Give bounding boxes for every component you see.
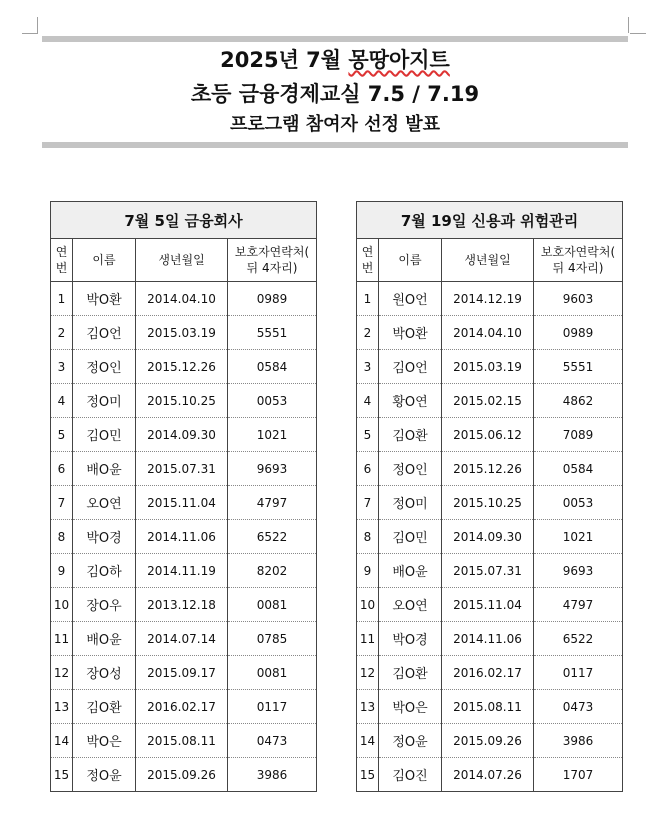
guardian-contact: 0989 (228, 282, 317, 316)
guardian-contact: 0117 (228, 690, 317, 724)
participant-name: 박O환 (379, 316, 442, 350)
row-number: 8 (357, 520, 379, 554)
row-number: 7 (51, 486, 73, 520)
table-row (51, 350, 317, 384)
row-number: 11 (51, 622, 73, 656)
participant-name: 정O윤 (73, 758, 136, 792)
crop-mark-right-vertical (628, 17, 629, 33)
table-row (357, 690, 623, 724)
participant-name: 정O미 (379, 486, 442, 520)
table-row (357, 656, 623, 690)
participant-name: 김O진 (379, 758, 442, 792)
row-number: 2 (357, 316, 379, 350)
birth-date: 2015.11.04 (442, 588, 534, 622)
participant-name: 정O인 (73, 350, 136, 384)
row-number: 8 (51, 520, 73, 554)
row-number: 9 (357, 554, 379, 588)
column-header-no: 연 번 (51, 239, 73, 282)
birth-date: 2015.08.11 (136, 724, 228, 758)
table-row (357, 418, 623, 452)
column-header-contact: 보호자연락처( 뒤 4자리) (534, 239, 623, 282)
guardian-contact: 9603 (534, 282, 623, 316)
row-number: 5 (51, 418, 73, 452)
participant-name: 박O은 (73, 724, 136, 758)
birth-date: 2014.11.19 (136, 554, 228, 588)
table-row (51, 452, 317, 486)
crop-mark-left-vertical (37, 17, 38, 33)
birth-date: 2015.02.15 (442, 384, 534, 418)
birth-date: 2013.12.18 (136, 588, 228, 622)
session-rows (357, 282, 623, 792)
table-row (51, 282, 317, 316)
table-row (51, 418, 317, 452)
title-rule-top (42, 36, 628, 42)
row-number: 14 (357, 724, 379, 758)
guardian-contact: 7089 (534, 418, 623, 452)
row-number: 4 (357, 384, 379, 418)
guardian-contact: 0584 (534, 452, 623, 486)
table-row (357, 588, 623, 622)
guardian-contact: 6522 (534, 622, 623, 656)
table-row (51, 758, 317, 792)
guardian-contact: 6522 (228, 520, 317, 554)
participant-name: 배O윤 (73, 622, 136, 656)
page-subtitle: 프로그램 참여자 선정 발표 (229, 114, 441, 135)
session-table-jul5 (50, 201, 317, 792)
birth-date: 2015.10.25 (442, 486, 534, 520)
birth-date: 2015.07.31 (136, 452, 228, 486)
birth-date: 2015.03.19 (442, 350, 534, 384)
row-number: 15 (51, 758, 73, 792)
row-number: 7 (357, 486, 379, 520)
row-number: 4 (51, 384, 73, 418)
table-row (357, 622, 623, 656)
table-row (51, 690, 317, 724)
page-title-line1 (42, 44, 628, 74)
row-number: 3 (51, 350, 73, 384)
guardian-contact: 3986 (228, 758, 317, 792)
birth-date: 2014.12.19 (442, 282, 534, 316)
participant-name: 배O윤 (73, 452, 136, 486)
row-number: 3 (357, 350, 379, 384)
table-row (51, 554, 317, 588)
guardian-contact: 0989 (534, 316, 623, 350)
title-date: 2025년 7월 (220, 48, 349, 72)
birth-date: 2014.11.06 (442, 622, 534, 656)
participant-name: 정O미 (73, 384, 136, 418)
table-row (51, 316, 317, 350)
table-row (51, 588, 317, 622)
guardian-contact: 0053 (228, 384, 317, 418)
participant-name: 김O언 (73, 316, 136, 350)
guardian-contact: 0584 (228, 350, 317, 384)
row-number: 6 (51, 452, 73, 486)
participant-name: 박O경 (379, 622, 442, 656)
guardian-contact: 4797 (534, 588, 623, 622)
participant-name: 김O민 (73, 418, 136, 452)
guardian-contact: 3986 (534, 724, 623, 758)
birth-date: 2015.12.26 (442, 452, 534, 486)
table-row (51, 622, 317, 656)
session-table-jul19 (356, 201, 623, 792)
birth-date: 2015.09.26 (442, 724, 534, 758)
row-number: 10 (357, 588, 379, 622)
birth-date: 2014.04.10 (442, 316, 534, 350)
participant-name: 오O연 (73, 486, 136, 520)
guardian-contact: 4862 (534, 384, 623, 418)
guardian-contact: 0473 (534, 690, 623, 724)
participant-name: 김O환 (379, 656, 442, 690)
crop-mark-right (630, 33, 646, 34)
title-rule-bottom (42, 142, 628, 148)
row-number: 13 (357, 690, 379, 724)
participant-name: 김O하 (73, 554, 136, 588)
table-row (357, 724, 623, 758)
session-rows (51, 282, 317, 792)
birth-date: 2015.09.26 (136, 758, 228, 792)
table-row (357, 282, 623, 316)
birth-date: 2015.09.17 (136, 656, 228, 690)
guardian-contact: 0081 (228, 588, 317, 622)
row-number: 11 (357, 622, 379, 656)
session-caption: 7월 5일 금융회사 (51, 202, 317, 239)
birth-date: 2015.11.04 (136, 486, 228, 520)
row-number: 14 (51, 724, 73, 758)
birth-date: 2014.07.26 (442, 758, 534, 792)
guardian-contact: 5551 (228, 316, 317, 350)
birth-date: 2015.06.12 (442, 418, 534, 452)
participant-name: 정O윤 (379, 724, 442, 758)
title-brand: 몽땅아지트 (348, 48, 450, 72)
birth-date: 2014.07.14 (136, 622, 228, 656)
birth-date: 2014.09.30 (442, 520, 534, 554)
table-row (51, 384, 317, 418)
birth-date: 2015.08.11 (442, 690, 534, 724)
column-header-dob: 생년월일 (136, 239, 228, 282)
birth-date: 2015.03.19 (136, 316, 228, 350)
table-row (357, 452, 623, 486)
birth-date: 2015.10.25 (136, 384, 228, 418)
participant-name: 김O민 (379, 520, 442, 554)
participant-name: 김O환 (379, 418, 442, 452)
table-row (51, 656, 317, 690)
row-number: 1 (51, 282, 73, 316)
column-header-dob: 생년월일 (442, 239, 534, 282)
row-number: 9 (51, 554, 73, 588)
guardian-contact: 1021 (534, 520, 623, 554)
table-row (357, 384, 623, 418)
table-row (51, 520, 317, 554)
row-number: 1 (357, 282, 379, 316)
guardian-contact: 1021 (228, 418, 317, 452)
participant-name: 장O성 (73, 656, 136, 690)
session-caption: 7월 19일 신용과 위험관리 (357, 202, 623, 239)
row-number: 10 (51, 588, 73, 622)
guardian-contact: 0053 (534, 486, 623, 520)
participant-name: 박O경 (73, 520, 136, 554)
birth-date: 2015.12.26 (136, 350, 228, 384)
guardian-contact: 8202 (228, 554, 317, 588)
participant-name: 정O인 (379, 452, 442, 486)
guardian-contact: 1707 (534, 758, 623, 792)
row-number: 15 (357, 758, 379, 792)
guardian-contact: 0117 (534, 656, 623, 690)
participant-name: 배O윤 (379, 554, 442, 588)
table-row (357, 486, 623, 520)
row-number: 2 (51, 316, 73, 350)
guardian-contact: 5551 (534, 350, 623, 384)
birth-date: 2014.11.06 (136, 520, 228, 554)
row-number: 5 (357, 418, 379, 452)
row-number: 12 (51, 656, 73, 690)
page-title-line2: 초등 금융경제교실 7.5 / 7.19 (190, 82, 480, 106)
guardian-contact: 0081 (228, 656, 317, 690)
birth-date: 2016.02.17 (442, 656, 534, 690)
participant-name: 장O우 (73, 588, 136, 622)
guardian-contact: 9693 (228, 452, 317, 486)
table-row (357, 520, 623, 554)
guardian-contact: 4797 (228, 486, 317, 520)
participant-name: 박O은 (379, 690, 442, 724)
row-number: 12 (357, 656, 379, 690)
column-header-name: 이름 (379, 239, 442, 282)
table-row (51, 724, 317, 758)
participant-name: 김O환 (73, 690, 136, 724)
column-header-no: 연 번 (357, 239, 379, 282)
birth-date: 2014.04.10 (136, 282, 228, 316)
birth-date: 2016.02.17 (136, 690, 228, 724)
participant-name: 오O연 (379, 588, 442, 622)
participant-name: 김O언 (379, 350, 442, 384)
table-row (357, 350, 623, 384)
row-number: 13 (51, 690, 73, 724)
participant-name: 원O언 (379, 282, 442, 316)
participant-name: 황O연 (379, 384, 442, 418)
table-row (357, 758, 623, 792)
row-number: 6 (357, 452, 379, 486)
birth-date: 2014.09.30 (136, 418, 228, 452)
table-row (51, 486, 317, 520)
column-header-contact: 보호자연락처( 뒤 4자리) (228, 239, 317, 282)
table-row (357, 316, 623, 350)
crop-mark-left (22, 33, 38, 34)
column-header-name: 이름 (73, 239, 136, 282)
guardian-contact: 9693 (534, 554, 623, 588)
birth-date: 2015.07.31 (442, 554, 534, 588)
table-row (357, 554, 623, 588)
guardian-contact: 0473 (228, 724, 317, 758)
guardian-contact: 0785 (228, 622, 317, 656)
participant-name: 박O환 (73, 282, 136, 316)
